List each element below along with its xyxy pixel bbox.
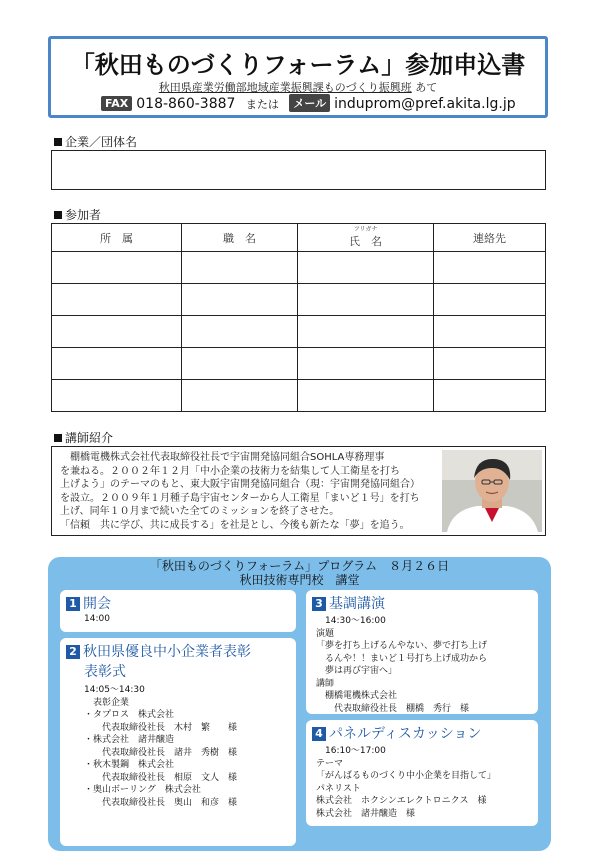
program-title [48,559,551,587]
table-cell[interactable] [298,252,434,284]
program-title-line: 「秋田ものづくりフォーラム」プログラム ８月２６日 [149,559,450,573]
detail-line: ・タプロス 株式会社 [84,710,175,720]
speaker-bio [60,451,438,533]
detail-line: 「夢を打ち上げるんやない、夢で打ち上げ [316,641,488,651]
detail-line: 代表取締役社長 奥山 和彦 様 [84,797,238,808]
detail-line: ・奥山ボーリング 株式会社 [84,785,201,795]
table-row [52,316,546,348]
square-bullet-icon [54,434,62,442]
detail-line: 14:30～16:00 [316,616,386,626]
column-header-contact: 連絡先 [434,224,546,252]
item-title-text: 秋田県優良中小企業者表彰 [83,644,251,660]
table-cell[interactable] [298,284,434,316]
table-cell[interactable] [298,316,434,348]
bio-line: 上げ、同年１０月まで続いた全てのミッションを終了させた。 [60,506,340,518]
detail-line: 株式会社 ホクシンエレクトロニクス 様 [316,796,487,806]
detail-line: パネリスト [316,783,361,794]
fax-tag: FAX [101,96,132,111]
furigana-label: フリガナ [353,226,378,233]
bio-line: 棚橋電機株式会社代表取締役社長で宇宙開発協同組合SOHLA専務理事 [60,452,385,463]
item-title [312,593,532,613]
contact-line [101,94,516,112]
item-subtitle: 表彰式 [84,664,126,680]
item-title [312,723,532,743]
detail-line: 株式会社 諸井醸造 様 [316,808,416,819]
or-text: または [245,98,279,111]
table-row [52,284,546,316]
detail-line: 16:10～17:00 [316,746,386,756]
participants-label-text: 参加者 [65,208,102,222]
detail-line: ・株式会社 諸井醸造 [84,735,175,745]
detail-line: 代表取締役社長 諸井 秀樹 様 [84,747,238,758]
bio-line: 「信頼 共に学び、共に成長する」を社是とし、今後も新たな「夢」を追う。 [60,519,410,531]
detail-line: 演題 [316,628,335,639]
column-header-affiliation: 所 属 [52,224,182,252]
speaker-intro-box [51,446,546,536]
email-address: induprom@pref.akita.lg.jp [334,96,516,112]
table-cell[interactable] [182,252,298,284]
detail-line: テーマ [316,758,344,769]
program-venue: 秋田技術専門校 講堂 [239,573,360,587]
table-cell[interactable] [52,284,182,316]
item-number-badge: 1 [66,597,80,611]
table-cell[interactable] [52,380,182,412]
speaker-label-text: 講師紹介 [65,431,114,445]
column-header-name [298,224,434,252]
table-cell[interactable] [52,348,182,380]
form-header [48,36,548,118]
table-cell[interactable] [182,348,298,380]
detail-line: 講師 [316,678,335,689]
participants-section-label [54,206,101,223]
detail-line: 「がんばるものづくり中小企業を目指して」 [316,771,497,781]
table-cell[interactable] [434,348,546,380]
item-details [312,615,532,715]
detail-line: 代表取締役社長 棚橋 秀行 様 [316,703,470,714]
table-cell[interactable] [434,252,546,284]
detail-line: るんや！！まいど１号打ち上げ成功から [316,653,488,664]
table-cell[interactable] [52,316,182,348]
square-bullet-icon [54,138,62,146]
table-cell[interactable] [434,316,546,348]
item-details [66,684,290,809]
table-cell[interactable] [182,380,298,412]
detail-line: ・秋木製鋼 株式会社 [84,760,175,770]
table-cell[interactable] [298,380,434,412]
program-item-panel-discussion [306,720,538,826]
fax-number: 018-860-3887 [136,96,236,112]
square-bullet-icon [54,211,62,219]
program-item-keynote [306,590,538,714]
table-cell[interactable] [182,316,298,348]
name-header-text: 氏 名 [349,235,382,248]
table-cell[interactable] [52,252,182,284]
bio-line: を設立。２００９年１月種子島宇宙センターから人工衛星「まいど１号」を打ち [60,492,420,504]
table-cell[interactable] [182,284,298,316]
table-row [52,380,546,412]
table-row [52,348,546,380]
bio-line: を兼ねる。２００２年１２月「中小企業の技術力を結集して人工衛星を打ち [60,465,400,477]
detail-line: 代表取締役社長 相原 文人 様 [84,772,238,783]
addressee-suffix: あて [415,81,438,94]
program-item-awards [60,638,296,846]
company-name-field[interactable] [51,150,546,190]
table-row [52,252,546,284]
speaker-section-label [54,429,113,446]
item-number-badge: 4 [312,727,326,741]
table-cell[interactable] [434,380,546,412]
detail-line: 代表取締役社長 木村 繁 様 [84,722,238,733]
detail-line: 14:05～14:30 [84,685,145,695]
speaker-portrait-image [442,450,542,532]
detail-line: 棚橋電機株式会社 [316,691,398,701]
item-number-badge: 2 [66,645,80,659]
program-panel [48,557,551,851]
addressee-org: 秋田県産業労働部地域産業振興課ものづくり振興班 [158,81,412,94]
item-title-text: パネルディスカッション [329,726,482,742]
bio-line: 上げよう」のテーマのもと、東大阪宇宙開発協同組合（現：宇宙開発協同組合） [60,479,420,491]
addressee [51,79,545,95]
column-header-title: 職 名 [182,224,298,252]
company-section-label [54,133,137,150]
table-header-row [52,224,546,252]
item-title [66,593,290,613]
item-title [66,641,290,661]
table-cell[interactable] [298,348,434,380]
item-details [312,745,532,820]
detail-line: 表彰企業 [84,697,130,708]
table-cell[interactable] [434,284,546,316]
item-title-text: 基調講演 [329,596,385,612]
program-item-opening [60,590,296,632]
item-number-badge: 3 [312,597,326,611]
speaker-photo [442,450,542,532]
page-title: 「秋田ものづくりフォーラム」参加申込書 [70,51,526,79]
mail-tag: メール [289,94,330,112]
item-time: 14:00 [84,614,110,624]
company-label-text: 企業／団体名 [65,135,138,149]
detail-line: 夢は再び宇宙へ」 [316,666,398,676]
item-title-text: 開会 [83,596,111,612]
participants-table [51,223,546,412]
